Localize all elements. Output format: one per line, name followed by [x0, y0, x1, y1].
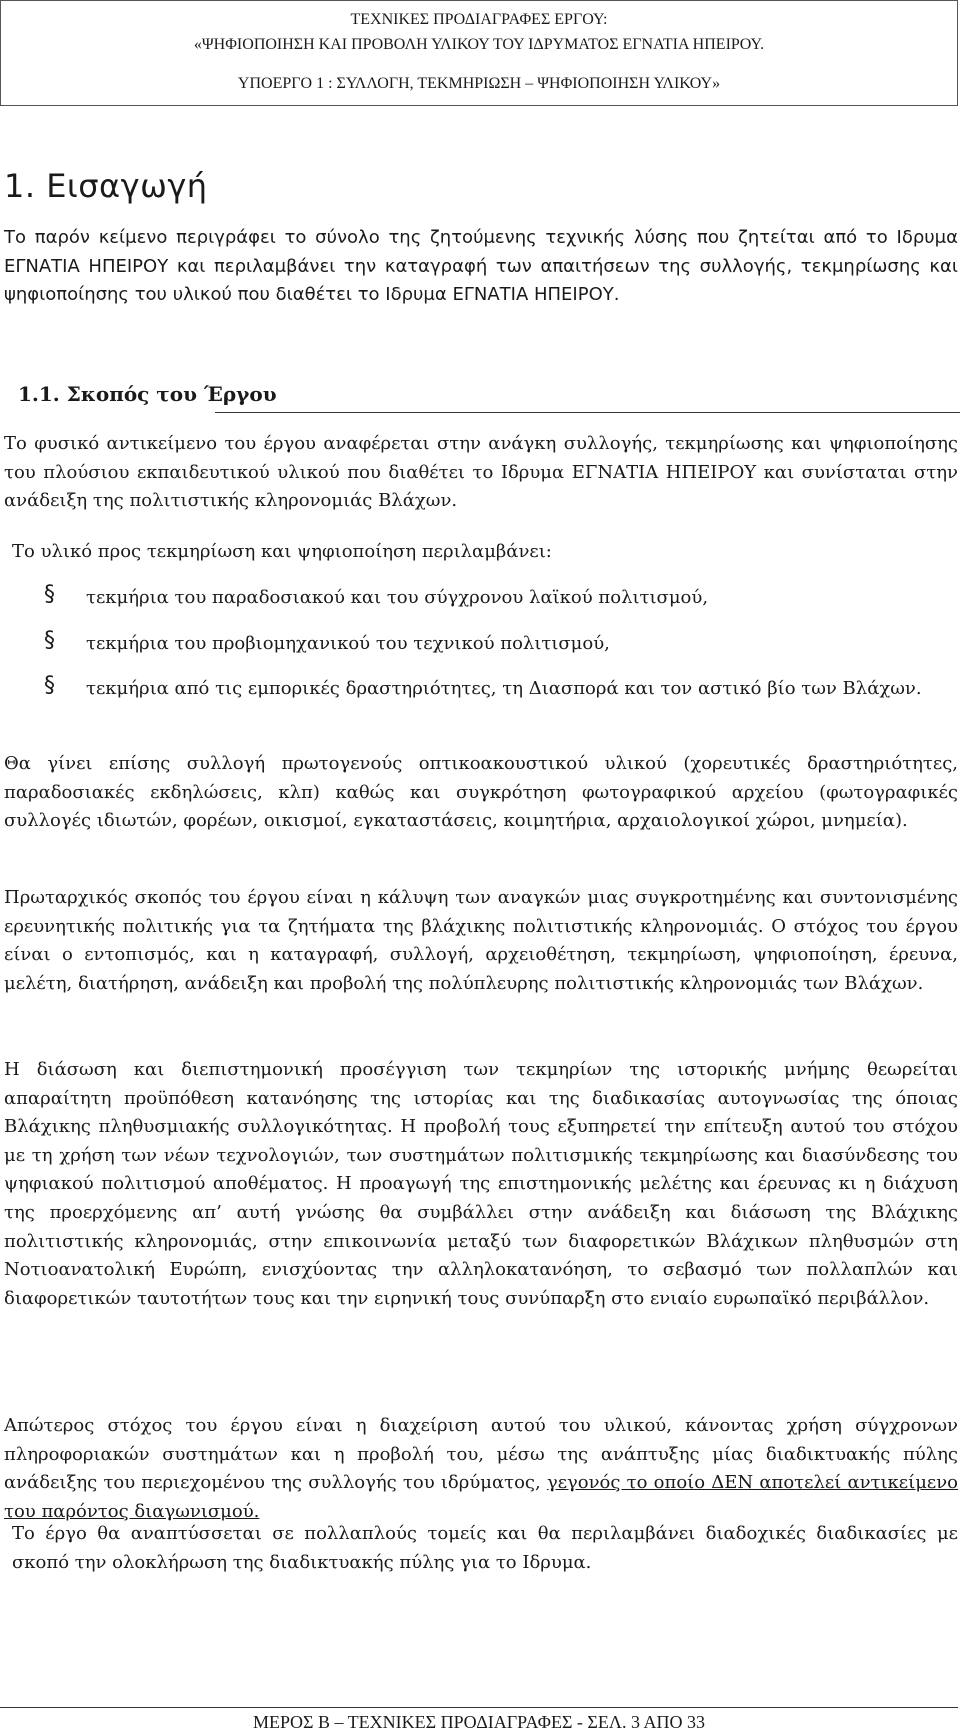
bullet-section-icon: § — [44, 673, 55, 698]
paragraph-5-text: Απώτερος στόχος του έργου είναι η διαχείριση αυτού του υλικού, κάνοντας χρήση σύγχρονων πληροφοριακών συστημάτων και η προβολή του, μέσω της ανάπτυξης μίας διαδικτυακής πύλης ανάδειξης του περιεχομένου της συλλογής του ιδρύματος, — [4, 1415, 958, 1494]
bullet-item-3: τεκμήρια από τις εμπορικές δραστηριότητες, τη Διασπορά και τον αστικό βίο των Βλάχων. — [86, 678, 922, 699]
section-1-1-title: 1.1. Σκοπός του Έργου — [18, 382, 277, 406]
header-line-1: ΤΕΧΝΙΚΕΣ ΠΡΟΔΙΑΓΡΑΦΕΣ ΕΡΓΟΥ: — [350, 11, 608, 28]
section-1-intro: Το παρόν κείμενο περιγράφει το σύνολο της ζητούμενης τεχνικής λύσης που ζητείται από το Ιδρυμα ΕΓΝΑΤΙΑ ΗΠΕΙΡΟΥ και περιλαμβάνει την καταγραφή των απαιτήσεων της συλλογής, τεκμηρίωσης και ψηφιοποίησης του υλικού που διαθέτει το Ιδρυμα ΕΓΝΑΤΙΑ ΗΠΕΙΡΟΥ. — [4, 227, 958, 306]
header-line-3: ΥΠΟΕΡΓΟ 1 : ΣΥΛΛΟΓΗ, ΤΕΚΜΗΡΙΩΣΗ – ΨΗΦΙΟΠΟΙΗΣΗ ΥΛΙΚΟΥ» — [237, 75, 721, 92]
header-line-2: «ΨΗΦΙΟΠΟΙΗΣΗ ΚΑΙ ΠΡΟΒΟΛΗ ΥΛΙΚΟΥ ΤΟΥ ΙΔΡΥΜΑΤΟΣ ΕΓΝΑΤΙΑ ΗΠΕΙΡΟΥ. — [193, 36, 765, 53]
list-intro: Το υλικό προς τεκμηρίωση και ψηφιοποίηση περιλαμβάνει: — [12, 541, 552, 562]
paragraph-1: Το φυσικό αντικείμενο του έργου αναφέρεται στην ανάγκη συλλογής, τεκμηρίωσης και ψηφιοποίησης του πλούσιου εκπαιδευτικού υλικού που διαθέτει το Ιδρυμα ΕΓΝΑΤΙΑ ΗΠΕΙΡΟΥ και συνίσταται στην ανάδειξη της πολιτιστικής κληρονομιάς Βλάχων. — [4, 433, 958, 512]
paragraph-5-underlined: γεγονός το οποίο ΔΕΝ αποτελεί αντικείμενο του παρόντος διαγωνισμού. — [4, 1472, 958, 1522]
bullet-item-1: τεκμήρια του παραδοσιακού και του σύγχρονου λαϊκού πολιτισμού, — [86, 587, 709, 608]
page-footer: ΜΕΡΟΣ Β – ΤΕΧΝΙΚΕΣ ΠΡΟΔΙΑΓΡΑΦΕΣ - ΣΕΛ. 3 ΑΠΟ 33 — [0, 1707, 958, 1733]
paragraph-2: Θα γίνει επίσης συλλογή πρωτογενούς οπτικοακουστικού υλικού (χορευτικές δραστηριότητες, παραδοσιακές εκδηλώσεις, κλπ) καθώς και συγκρότηση φωτογραφικού αρχείου (φωτογραφικές συλλογές ιδιωτών, φορέων, οικισμοί, εγκαταστάσεις, κοιμητήρια, αρχαιολογικοί χώροι, μνημεία). — [4, 753, 958, 832]
paragraph-4: Η διάσωση και διεπιστημονική προσέγγιση των τεκμηρίων της ιστορικής μνήμης θεωρείται απαραίτητη προϋπόθεση κατανόησης της ιστορίας και της διαδικασίας αυτογνωσίας της όποιας Βλάχικης πληθυσμιακής συλλογικότητας. Η προβολή τους εξυπηρετεί την επίτευξη αυτού του στόχου με τη χρήση των νέων τεχνολογιών, των συστημάτων πολιτισμικής τεκμηρίωσης και διασύνδεσης του ψηφιακού πολιτισμού αποθέματος. Η προαγωγή της επιστημονικής μελέτης και έρευνας κι η διάχυση της προερχόμενης απ’ αυτή γνώσης θα συμβάλλει στην ανάδειξη και διάσωση της Βλάχικης πολιτιστικής κληρονομιάς, στην επικοινωνία μεταξύ των διαφορετικών Βλάχικων πληθυσμών στη Νοτιοανατολική Ευρώπη, ενισχύοντας την αλληλοκατανόηση, το σεβασμό των πολλαπλών και διαφορετικών ταυτοτήτων τους και την ειρηνική τους συνύπαρξη στο ενιαίο ευρωπαϊκό περιβάλλον. — [4, 1059, 958, 1309]
page-header — [0, 0, 958, 106]
section-1-1-rule — [215, 412, 960, 413]
paragraph-5 — [4, 1412, 958, 1526]
bullet-item-2: τεκμήρια του προβιομηχανικού του τεχνικού πολιτισμού, — [86, 633, 610, 654]
section-1-title: 1. Εισαγωγή — [4, 167, 208, 205]
paragraph-3: Πρωταρχικός σκοπός του έργου είναι η κάλυψη των αναγκών μιας συγκροτημένης και συντονισμένης ερευνητικής πολιτικής για τα ζητήματα της βλάχικης πολιτιστικής κληρονομιάς. Ο στόχος του έργου είναι ο εντοπισμός, και η καταγραφή, συλλογή, αρχειοθέτηση, τεκμηρίωση, ψηφιοποίηση, έρευνα, μελέτη, διατήρηση, ανάδειξη και προβολή της πολύπλευρης πολιτιστικής κληρονομιάς των Βλάχων. — [4, 887, 958, 994]
bullet-section-icon: § — [44, 628, 55, 653]
bullet-section-icon: § — [44, 582, 55, 607]
paragraph-6: Το έργο θα αναπτύσσεται σε πολλαπλούς τομείς και θα περιλαμβάνει διαδοχικές διαδικασίες με σκοπό την ολοκλήρωση της διαδικτυακής πύλης για το Ιδρυμα. — [12, 1523, 958, 1573]
